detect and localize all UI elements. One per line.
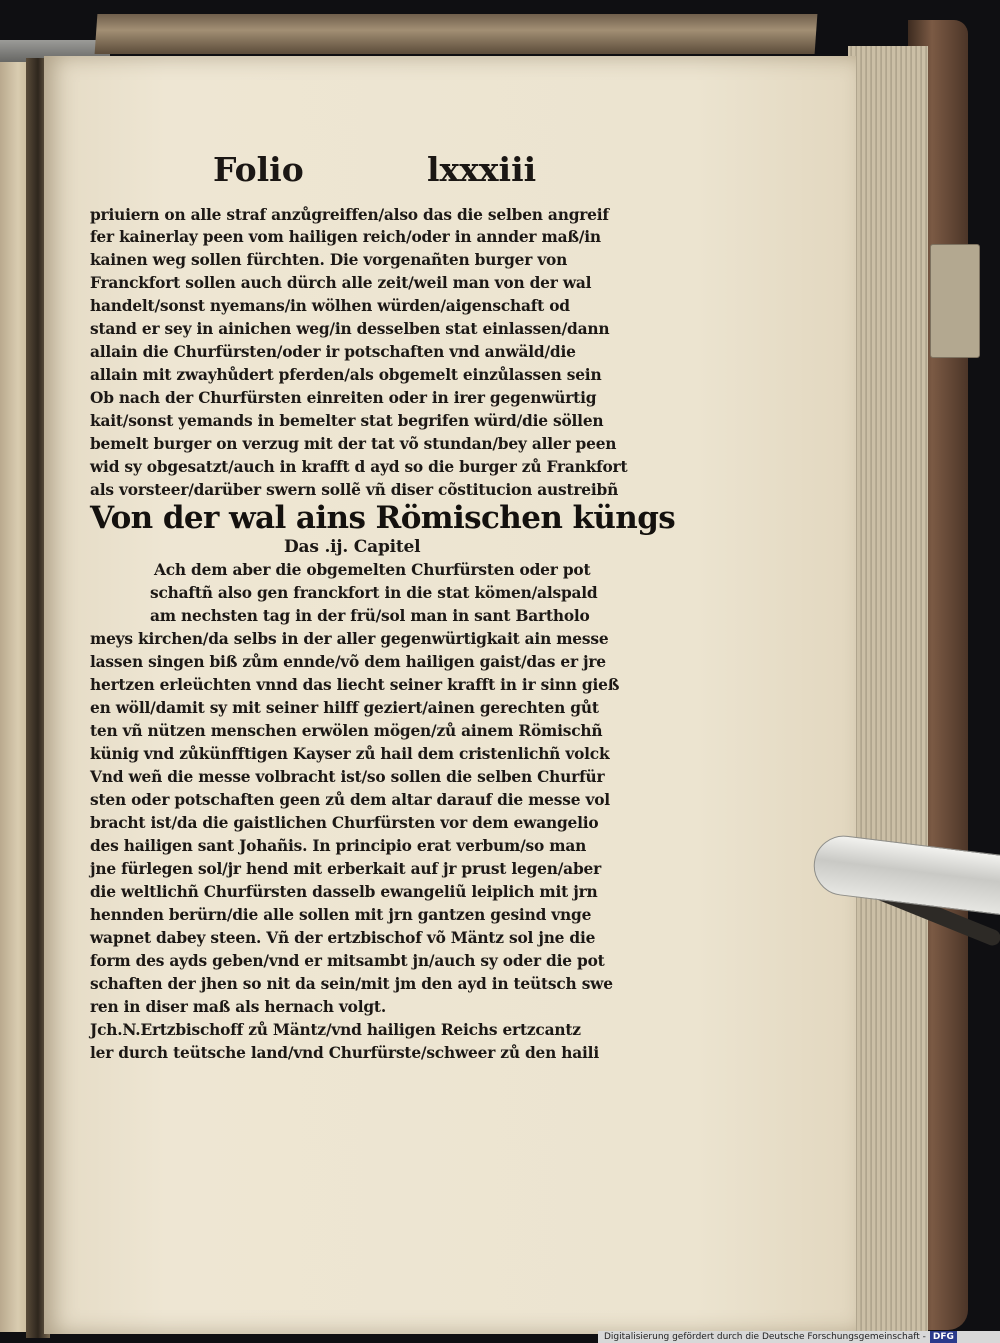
text-line: des hailigen sant Johañis. In principio erat verbum/so man <box>90 837 587 855</box>
text-line: als vorsteer/darüber swern sollẽ vñ diser cõstitucion austreibñ <box>90 481 619 499</box>
text-line: Vnd weñ die messe volbracht ist/so sollen die selben Churfür <box>90 768 605 786</box>
chapter-number: Das .ij. Capitel <box>284 537 421 557</box>
text-line: handelt/sonst nyemans/in wölhen würden/aigenschaft od <box>90 297 570 315</box>
text-line: schaften der jhen so nit da sein/mit jm den ayd in teütsch swe <box>90 975 613 993</box>
book-top-edge <box>95 14 818 54</box>
text-line: ler durch teütsche land/vnd Churfürste/schweer zů den haili <box>90 1044 599 1062</box>
text-line: bracht ist/da die gaistlichen Churfürsten vor dem ewangelio <box>90 814 599 832</box>
text-line: lassen singen biß zům ennde/võ dem hailigen gaist/das er jre <box>90 653 606 671</box>
text-line: wid sy obgesatzt/auch in krafft d ayd so die burger zů Frankfort <box>90 458 628 476</box>
text-line: sten oder potschaften geen zů dem altar darauf die messe vol <box>90 791 610 809</box>
text-line: hennden berürn/die alle sollen mit jrn gantzen gesind vnge <box>90 906 592 924</box>
text-line: en wöll/damit sy mit seiner hilff geziert/ainen gerechten gůt <box>90 699 599 717</box>
text-line: bemelt burger on verzug mit der tat võ stundan/bey aller peen <box>90 435 617 453</box>
text-line: hertzen erleüchten vnnd das liecht seiner krafft in ir sinn gieß <box>90 676 620 694</box>
folio-label: Folio <box>213 150 304 189</box>
text-line: künig vnd zůkünfftigen Kayser zů hail dem cristenlichñ volck <box>90 745 610 763</box>
text-line: schaftñ also gen franckfort in die stat kömen/alspald <box>150 584 598 602</box>
text-line: stand er sey in ainichen weg/in desselben stat einlassen/dann <box>90 320 610 338</box>
credit-text: Digitalisierung gefördert durch die Deutsche Forschungsgemeinschaft - <box>604 1332 926 1342</box>
chapter-heading: Von der wal ains Römischen küngs <box>90 500 676 536</box>
text-line: ren in diser maß als hernach volgt. <box>90 998 386 1016</box>
text-line: am nechsten tag in der frü/sol man in sant Bartholo <box>150 607 590 625</box>
text-line: priuiern on alle straf anzůgreiffen/also das die selben angreif <box>90 206 609 224</box>
text-line: kainen weg sollen fürchten. Die vorgenañten burger von <box>90 251 568 269</box>
text-line: ten vñ nützen menschen erwölen mögen/zů ainem Römischñ <box>90 722 603 740</box>
page-tab-marker <box>930 244 980 358</box>
text-line: wapnet dabey steen. Vñ der ertzbischof võ Mäntz sol jne die <box>90 929 596 947</box>
text-line: kait/sonst yemands in bemelter stat begrifen würd/die söllen <box>90 412 604 430</box>
page-block-edges <box>848 46 928 1336</box>
text-line: jne fürlegen sol/jr hend mit erberkait auf jr prust legen/aber <box>90 860 602 878</box>
text-line: meys kirchen/da selbs in der aller gegenwürtigkait ain messe <box>90 630 609 648</box>
text-line: allain mit zwayhůdert pferden/als obgemelt einzůlassen sein <box>90 366 602 384</box>
digitization-credit <box>598 1331 1000 1343</box>
text-line: form des ayds geben/vnd er mitsambt jn/auch sy oder die pot <box>90 952 605 970</box>
text-line: Ob nach der Churfürsten einreiten oder in irer gegenwürtig <box>90 389 597 407</box>
text-line: die weltlichñ Churfürsten dasselb ewangeliũ leiplich mit jrn <box>90 883 598 901</box>
text-line: allain die Churfürsten/oder ir potschaften vnd anwäld/die <box>90 343 576 361</box>
dfg-logo: DFG <box>930 1331 957 1343</box>
text-line: Jch.N.Ertzbischoff zů Mäntz/vnd hailigen Reichs ertzcantz <box>90 1021 581 1039</box>
text-line: fer kainerlay peen vom hailigen reich/oder in annder maß/in <box>90 228 601 246</box>
text-line: Franckfort sollen auch dürch alle zeit/weil man von der wal <box>90 274 592 292</box>
text-line: Ach dem aber die obgemelten Churfürsten oder pot <box>154 561 591 579</box>
folio-number: lxxxiii <box>427 150 537 189</box>
